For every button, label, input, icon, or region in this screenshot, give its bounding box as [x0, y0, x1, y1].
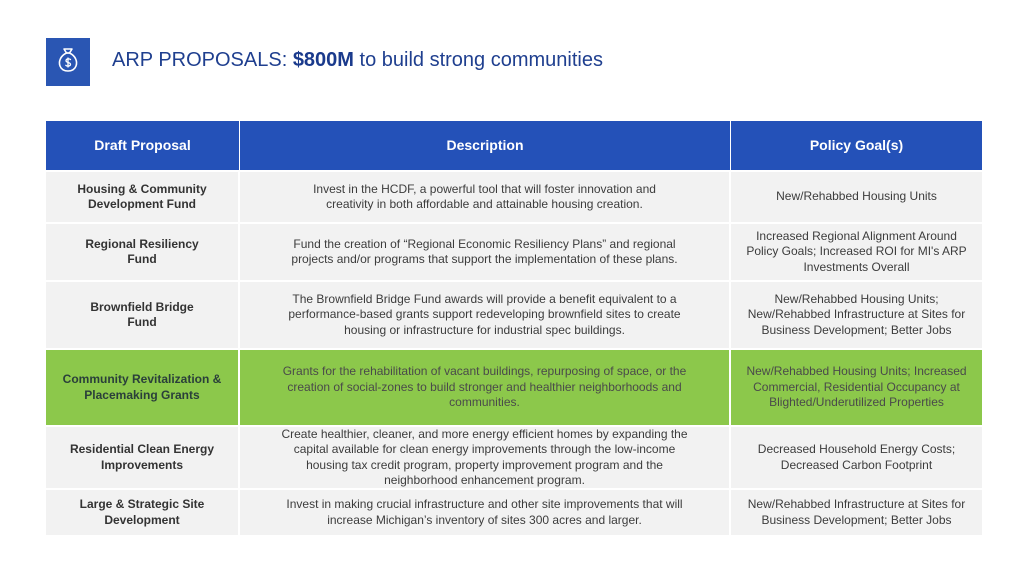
money-bag-icon — [56, 47, 80, 78]
title-amount: $800M — [292, 49, 354, 71]
table-row-highlighted — [46, 348, 982, 425]
proposal-cell: Brownfield Bridge Fund — [46, 282, 240, 348]
table-row — [46, 425, 982, 488]
table-row — [46, 222, 982, 280]
column-header-description: Description — [240, 121, 731, 170]
table-row — [46, 488, 982, 535]
goals-cell: New/Rehabbed Housing Units — [776, 189, 937, 204]
logo — [46, 38, 90, 86]
description-cell: The Brownfield Bridge Fund awards will provide a benefit equivalent to a performance-based grants support redeveloping brownfield sites to create housing or infrastructure for industrial spec buildings. — [240, 282, 731, 348]
column-header-draft-proposal: Draft Proposal — [46, 121, 240, 170]
description-cell: Grants for the rehabilitation of vacant buildings, repurposing of space, or the creation of social-zones to build stronger and healthier neighborhoods and communities. — [240, 350, 731, 425]
proposal-cell: Housing & Community Development Fund — [46, 172, 240, 222]
title-suffix: to build strong communities — [353, 49, 603, 71]
proposal-cell: Large & Strategic Site Development — [46, 490, 240, 535]
table-header — [46, 121, 982, 170]
page-title — [112, 49, 603, 72]
title-prefix: ARP PROPOSALS: — [112, 49, 293, 71]
proposal-cell: Regional Resiliency Fund — [46, 224, 240, 280]
goals-cell: Decreased Household Energy Costs; Decreased Carbon Footprint — [757, 442, 956, 472]
column-header-policy-goals: Policy Goal(s) — [809, 136, 904, 153]
goals-cell: Increased Regional Alignment Around Policy Goals; Increased ROI for MI's ARP Investments Overall — [746, 228, 967, 274]
description-cell: Invest in the HCDF, a powerful tool that will foster innovation and creativity in both affordable and attainable housing creation. — [240, 172, 731, 222]
description-cell: Create healthier, cleaner, and more energy efficient homes by expanding the capital available for clean energy improvements through the low-income housing tax credit program, property improvement program and the neighborhood enhancement program. — [240, 427, 731, 488]
goals-cell: New/Rehabbed Housing Units; Increased Commercial, Residential Occupancy at Blighted/Underutilized Properties — [746, 364, 967, 410]
proposal-cell: Community Revitalization & Placemaking Grants — [46, 350, 240, 425]
table-row — [46, 280, 982, 348]
description-cell: Fund the creation of “Regional Economic Resiliency Plans” and regional projects and/or programs that support the implementation of these plans. — [240, 224, 731, 280]
proposal-cell: Residential Clean Energy Improvements — [46, 427, 240, 488]
table-row — [46, 170, 982, 222]
proposals-table — [46, 121, 982, 535]
goals-cell: New/Rehabbed Infrastructure at Sites for Business Development; Better Jobs — [747, 497, 966, 527]
goals-cell: New/Rehabbed Housing Units; New/Rehabbed Infrastructure at Sites for Business Development; Better Jobs — [747, 291, 966, 337]
description-cell: Invest in making crucial infrastructure and other site improvements that will increase Michigan’s inventory of sites 300 acres and larger. — [240, 490, 731, 535]
